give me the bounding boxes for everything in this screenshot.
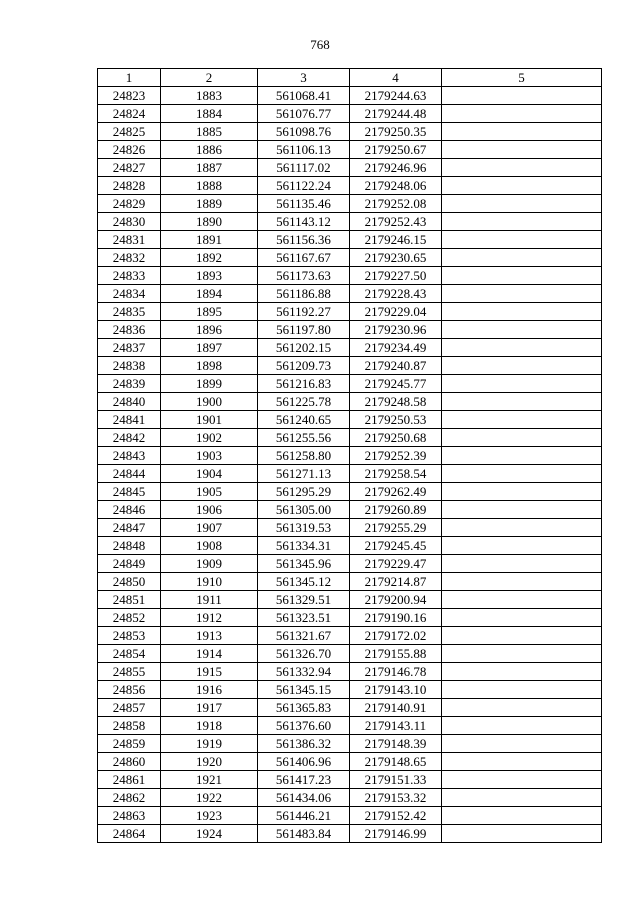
table-cell-col-2: 1915 (161, 663, 258, 681)
table-cell-col-2: 1895 (161, 303, 258, 321)
table-cell-col-1: 24839 (98, 375, 161, 393)
table-row (98, 195, 602, 213)
table-cell-col-5 (442, 573, 602, 591)
table-row (98, 303, 602, 321)
table-cell-col-2: 1893 (161, 267, 258, 285)
table-cell-col-2: 1905 (161, 483, 258, 501)
table-cell-col-4: 2179244.63 (350, 87, 442, 105)
table-cell-col-1: 24827 (98, 159, 161, 177)
table-cell-col-4: 2179260.89 (350, 501, 442, 519)
table-cell-col-1: 24849 (98, 555, 161, 573)
table-cell-col-2: 1910 (161, 573, 258, 591)
table-cell-col-3: 561076.77 (258, 105, 350, 123)
table-row (98, 213, 602, 231)
table-cell-col-3: 561156.36 (258, 231, 350, 249)
table-row (98, 87, 602, 105)
table-row (98, 537, 602, 555)
table-cell-col-3: 561305.00 (258, 501, 350, 519)
table-cell-col-4: 2179227.50 (350, 267, 442, 285)
table-cell-col-3: 561106.13 (258, 141, 350, 159)
table-row (98, 501, 602, 519)
table-cell-col-3: 561167.67 (258, 249, 350, 267)
table-cell-col-3: 561098.76 (258, 123, 350, 141)
table-cell-col-2: 1912 (161, 609, 258, 627)
table-cell-col-4: 2179229.47 (350, 555, 442, 573)
table-cell-col-3: 561483.84 (258, 825, 350, 843)
table-cell-col-1: 24843 (98, 447, 161, 465)
table-cell-col-1: 24855 (98, 663, 161, 681)
table-cell-col-2: 1920 (161, 753, 258, 771)
table-cell-col-5 (442, 339, 602, 357)
table-cell-col-3: 561446.21 (258, 807, 350, 825)
table-cell-col-1: 24829 (98, 195, 161, 213)
table-cell-col-2: 1883 (161, 87, 258, 105)
table-cell-col-1: 24847 (98, 519, 161, 537)
table-cell-col-3: 561345.12 (258, 573, 350, 591)
table-cell-col-4: 2179262.49 (350, 483, 442, 501)
table-cell-col-5 (442, 411, 602, 429)
table-cell-col-2: 1924 (161, 825, 258, 843)
table-cell-col-3: 561117.02 (258, 159, 350, 177)
table-row (98, 105, 602, 123)
table-row (98, 717, 602, 735)
table-cell-col-1: 24830 (98, 213, 161, 231)
table-cell-col-4: 2179245.77 (350, 375, 442, 393)
header-row (98, 69, 602, 87)
table-row (98, 699, 602, 717)
table-cell-col-4: 2179234.49 (350, 339, 442, 357)
table-cell-col-5 (442, 249, 602, 267)
table-cell-col-4: 2179190.16 (350, 609, 442, 627)
table-cell-col-1: 24856 (98, 681, 161, 699)
table-cell-col-2: 1921 (161, 771, 258, 789)
table-row (98, 285, 602, 303)
table-cell-col-4: 2179250.68 (350, 429, 442, 447)
table-cell-col-5 (442, 681, 602, 699)
table-cell-col-5 (442, 123, 602, 141)
table-cell-col-5 (442, 699, 602, 717)
table-cell-col-1: 24846 (98, 501, 161, 519)
table-cell-col-3: 561345.96 (258, 555, 350, 573)
table-cell-col-2: 1885 (161, 123, 258, 141)
table-cell-col-1: 24852 (98, 609, 161, 627)
table-cell-col-1: 24842 (98, 429, 161, 447)
table-cell-col-5 (442, 141, 602, 159)
table-row (98, 357, 602, 375)
table-cell-col-5 (442, 627, 602, 645)
table-cell-col-5 (442, 87, 602, 105)
table-cell-col-4: 2179252.08 (350, 195, 442, 213)
table-cell-col-4: 2179148.65 (350, 753, 442, 771)
table-cell-col-4: 2179151.33 (350, 771, 442, 789)
table-cell-col-4: 2179228.43 (350, 285, 442, 303)
table-cell-col-3: 561406.96 (258, 753, 350, 771)
table-row (98, 663, 602, 681)
table-cell-col-2: 1906 (161, 501, 258, 519)
table-cell-col-5 (442, 429, 602, 447)
table-cell-col-2: 1922 (161, 789, 258, 807)
table-cell-col-3: 561434.06 (258, 789, 350, 807)
table-cell-col-2: 1917 (161, 699, 258, 717)
table-cell-col-4: 2179140.91 (350, 699, 442, 717)
table-cell-col-4: 2179200.94 (350, 591, 442, 609)
table-cell-col-5 (442, 303, 602, 321)
table-cell-col-1: 24836 (98, 321, 161, 339)
table-cell-col-3: 561225.78 (258, 393, 350, 411)
table-cell-col-1: 24833 (98, 267, 161, 285)
table-cell-col-5 (442, 501, 602, 519)
table-cell-col-2: 1923 (161, 807, 258, 825)
table-cell-col-3: 561386.32 (258, 735, 350, 753)
table-cell-col-5 (442, 465, 602, 483)
table-row (98, 771, 602, 789)
table-cell-col-5 (442, 591, 602, 609)
table-cell-col-2: 1903 (161, 447, 258, 465)
table-cell-col-2: 1907 (161, 519, 258, 537)
table-row (98, 807, 602, 825)
table-cell-col-4: 2179246.15 (350, 231, 442, 249)
table-cell-col-4: 2179250.35 (350, 123, 442, 141)
table-cell-col-5 (442, 789, 602, 807)
table-cell-col-2: 1899 (161, 375, 258, 393)
table-cell-col-2: 1908 (161, 537, 258, 555)
column-header-4: 4 (350, 69, 442, 87)
table-cell-col-2: 1887 (161, 159, 258, 177)
table-cell-col-4: 2179230.65 (350, 249, 442, 267)
table-cell-col-1: 24863 (98, 807, 161, 825)
table-cell-col-2: 1913 (161, 627, 258, 645)
table-cell-col-2: 1898 (161, 357, 258, 375)
table-cell-col-4: 2179148.39 (350, 735, 442, 753)
table-cell-col-2: 1884 (161, 105, 258, 123)
table-cell-col-3: 561143.12 (258, 213, 350, 231)
table-cell-col-1: 24834 (98, 285, 161, 303)
table-cell-col-2: 1892 (161, 249, 258, 267)
table-cell-col-4: 2179255.29 (350, 519, 442, 537)
table-cell-col-3: 561376.60 (258, 717, 350, 735)
table-row (98, 753, 602, 771)
table-cell-col-1: 24864 (98, 825, 161, 843)
table-row (98, 735, 602, 753)
table-cell-col-1: 24860 (98, 753, 161, 771)
table-cell-col-2: 1916 (161, 681, 258, 699)
table-cell-col-5 (442, 177, 602, 195)
table-row (98, 447, 602, 465)
table-cell-col-3: 561068.41 (258, 87, 350, 105)
table-cell-col-4: 2179153.32 (350, 789, 442, 807)
table-cell-col-1: 24861 (98, 771, 161, 789)
table-cell-col-4: 2179246.96 (350, 159, 442, 177)
table-cell-col-1: 24825 (98, 123, 161, 141)
table-cell-col-4: 2179250.53 (350, 411, 442, 429)
table-cell-col-5 (442, 447, 602, 465)
table-cell-col-2: 1901 (161, 411, 258, 429)
table-cell-col-4: 2179143.10 (350, 681, 442, 699)
table-cell-col-5 (442, 285, 602, 303)
table-cell-col-4: 2179230.96 (350, 321, 442, 339)
table-cell-col-2: 1889 (161, 195, 258, 213)
table-cell-col-3: 561321.67 (258, 627, 350, 645)
page-number: 768 (310, 37, 330, 52)
table-cell-col-2: 1888 (161, 177, 258, 195)
table-cell-col-4: 2179248.06 (350, 177, 442, 195)
table-cell-col-4: 2179155.88 (350, 645, 442, 663)
table-cell-col-1: 24851 (98, 591, 161, 609)
table-row (98, 429, 602, 447)
table-cell-col-1: 24828 (98, 177, 161, 195)
table-cell-col-3: 561202.15 (258, 339, 350, 357)
table-cell-col-2: 1919 (161, 735, 258, 753)
table-cell-col-3: 561319.53 (258, 519, 350, 537)
table-cell-col-5 (442, 663, 602, 681)
table-cell-col-4: 2179229.04 (350, 303, 442, 321)
table-cell-col-3: 561326.70 (258, 645, 350, 663)
table-row (98, 321, 602, 339)
table-row (98, 375, 602, 393)
table-cell-col-1: 24840 (98, 393, 161, 411)
table-cell-col-1: 24837 (98, 339, 161, 357)
table-row (98, 627, 602, 645)
table-row (98, 825, 602, 843)
table-cell-col-1: 24859 (98, 735, 161, 753)
table-row (98, 789, 602, 807)
table-header (98, 69, 602, 87)
table-cell-col-5 (442, 609, 602, 627)
table-cell-col-2: 1886 (161, 141, 258, 159)
table-cell-col-2: 1900 (161, 393, 258, 411)
table-cell-col-2: 1909 (161, 555, 258, 573)
table-cell-col-5 (442, 231, 602, 249)
table-row (98, 393, 602, 411)
table-cell-col-4: 2179172.02 (350, 627, 442, 645)
column-header-5: 5 (442, 69, 602, 87)
table-cell-col-3: 561345.15 (258, 681, 350, 699)
table-cell-col-4: 2179252.39 (350, 447, 442, 465)
column-header-3: 3 (258, 69, 350, 87)
table-cell-col-5 (442, 771, 602, 789)
table-row (98, 231, 602, 249)
table-cell-col-3: 561122.24 (258, 177, 350, 195)
coordinates-table (97, 68, 602, 843)
table-cell-col-3: 561209.73 (258, 357, 350, 375)
table-cell-col-1: 24848 (98, 537, 161, 555)
table-cell-col-2: 1894 (161, 285, 258, 303)
table-row (98, 483, 602, 501)
table-row (98, 123, 602, 141)
table-cell-col-1: 24862 (98, 789, 161, 807)
table-cell-col-2: 1897 (161, 339, 258, 357)
table-cell-col-1: 24850 (98, 573, 161, 591)
table-cell-col-5 (442, 375, 602, 393)
table-cell-col-4: 2179248.58 (350, 393, 442, 411)
table-cell-col-2: 1904 (161, 465, 258, 483)
table-cell-col-3: 561271.13 (258, 465, 350, 483)
table-cell-col-3: 561334.31 (258, 537, 350, 555)
table-cell-col-4: 2179152.42 (350, 807, 442, 825)
table-cell-col-1: 24858 (98, 717, 161, 735)
table-cell-col-4: 2179146.78 (350, 663, 442, 681)
table-row (98, 177, 602, 195)
table-cell-col-5 (442, 159, 602, 177)
table-cell-col-5 (442, 519, 602, 537)
table-cell-col-2: 1891 (161, 231, 258, 249)
table-cell-col-3: 561255.56 (258, 429, 350, 447)
table-row (98, 591, 602, 609)
table-row (98, 555, 602, 573)
table-row (98, 411, 602, 429)
table-cell-col-3: 561332.94 (258, 663, 350, 681)
column-header-2: 2 (161, 69, 258, 87)
table-cell-col-4: 2179143.11 (350, 717, 442, 735)
table-cell-col-5 (442, 717, 602, 735)
table-row (98, 249, 602, 267)
table-cell-col-1: 24824 (98, 105, 161, 123)
table-cell-col-1: 24857 (98, 699, 161, 717)
table-cell-col-5 (442, 393, 602, 411)
table-row (98, 573, 602, 591)
table-cell-col-5 (442, 753, 602, 771)
table-cell-col-1: 24826 (98, 141, 161, 159)
table-cell-col-2: 1918 (161, 717, 258, 735)
table-row (98, 159, 602, 177)
table-cell-col-2: 1896 (161, 321, 258, 339)
table-cell-col-3: 561135.46 (258, 195, 350, 213)
table-cell-col-5 (442, 357, 602, 375)
table-cell-col-5 (442, 555, 602, 573)
table-cell-col-1: 24841 (98, 411, 161, 429)
table-cell-col-4: 2179250.67 (350, 141, 442, 159)
table-cell-col-4: 2179245.45 (350, 537, 442, 555)
table-cell-col-2: 1902 (161, 429, 258, 447)
table-cell-col-4: 2179252.43 (350, 213, 442, 231)
table-cell-col-5 (442, 537, 602, 555)
table-cell-col-3: 561365.83 (258, 699, 350, 717)
table-row (98, 267, 602, 285)
table-cell-col-3: 561329.51 (258, 591, 350, 609)
table-cell-col-5 (442, 321, 602, 339)
table-cell-col-3: 561192.27 (258, 303, 350, 321)
table-cell-col-1: 24844 (98, 465, 161, 483)
table-cell-col-2: 1911 (161, 591, 258, 609)
table-cell-col-4: 2179146.99 (350, 825, 442, 843)
table-cell-col-1: 24853 (98, 627, 161, 645)
table-cell-col-5 (442, 267, 602, 285)
table-cell-col-3: 561295.29 (258, 483, 350, 501)
table-cell-col-3: 561197.80 (258, 321, 350, 339)
table-cell-col-1: 24838 (98, 357, 161, 375)
table-cell-col-5 (442, 483, 602, 501)
table-cell-col-2: 1914 (161, 645, 258, 663)
table-row (98, 519, 602, 537)
table-cell-col-1: 24823 (98, 87, 161, 105)
table-cell-col-5 (442, 213, 602, 231)
table-body (98, 87, 602, 843)
table-cell-col-4: 2179258.54 (350, 465, 442, 483)
table-cell-col-5 (442, 735, 602, 753)
table-row (98, 645, 602, 663)
table-cell-col-3: 561186.88 (258, 285, 350, 303)
table-cell-col-5 (442, 825, 602, 843)
table-cell-col-3: 561258.80 (258, 447, 350, 465)
table-cell-col-4: 2179214.87 (350, 573, 442, 591)
table-cell-col-3: 561323.51 (258, 609, 350, 627)
table-row (98, 609, 602, 627)
table-row (98, 339, 602, 357)
table-cell-col-5 (442, 807, 602, 825)
table-cell-col-1: 24845 (98, 483, 161, 501)
table-cell-col-1: 24832 (98, 249, 161, 267)
table-cell-col-5 (442, 195, 602, 213)
table-cell-col-1: 24854 (98, 645, 161, 663)
table-cell-col-2: 1890 (161, 213, 258, 231)
table-row (98, 141, 602, 159)
table-row (98, 465, 602, 483)
table-cell-col-4: 2179240.87 (350, 357, 442, 375)
table-cell-col-1: 24835 (98, 303, 161, 321)
table-cell-col-5 (442, 645, 602, 663)
table-cell-col-4: 2179244.48 (350, 105, 442, 123)
table-cell-col-3: 561417.23 (258, 771, 350, 789)
column-header-1: 1 (98, 69, 161, 87)
table-cell-col-5 (442, 105, 602, 123)
table-cell-col-1: 24831 (98, 231, 161, 249)
table-cell-col-3: 561173.63 (258, 267, 350, 285)
table-cell-col-3: 561240.65 (258, 411, 350, 429)
table-row (98, 681, 602, 699)
table-cell-col-3: 561216.83 (258, 375, 350, 393)
